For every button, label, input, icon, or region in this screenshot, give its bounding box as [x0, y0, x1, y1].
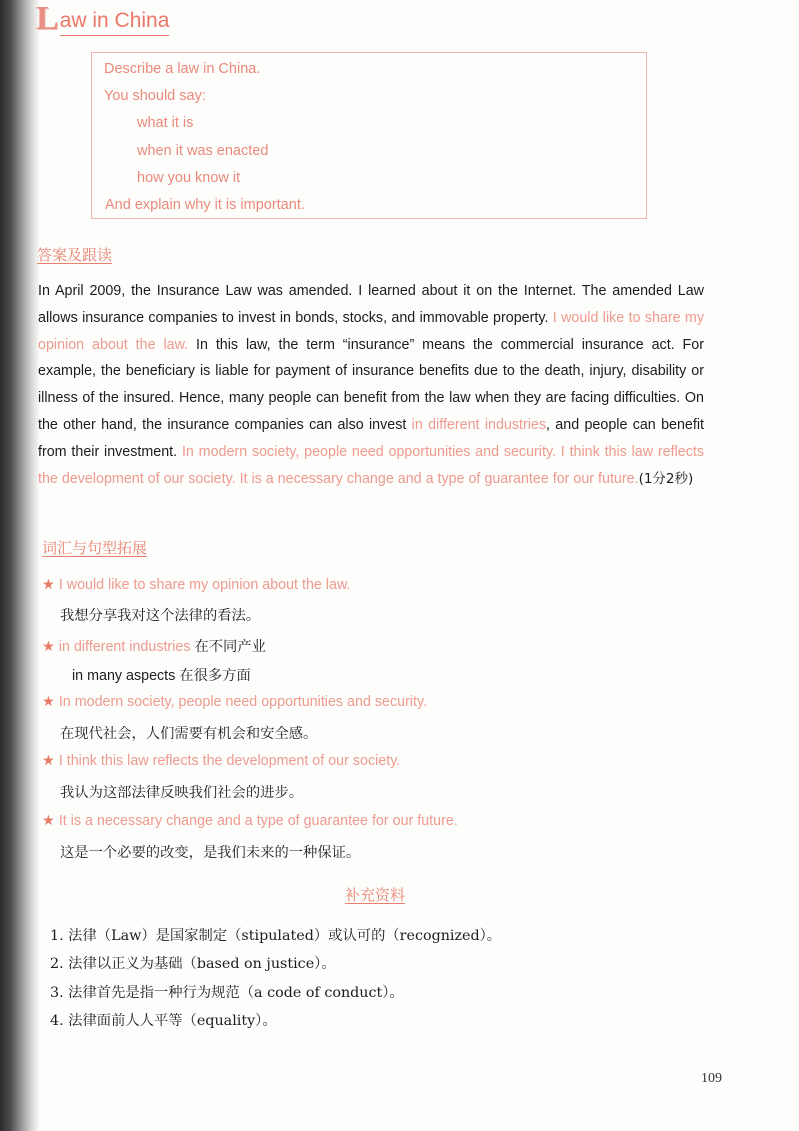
vocab-item — [42, 636, 266, 656]
star-icon: ★ — [42, 639, 55, 655]
supplement-item: 4. 法律面前人人平等（equality）。 — [50, 1013, 277, 1029]
vocab-item — [42, 753, 400, 769]
answer-timing: (1分2秒) — [638, 470, 694, 487]
supplement-item: 1. 法律（Law）是国家制定（stipulated）或认可的（recognized）。 — [50, 928, 502, 944]
vocab-heading: 词汇与句型拓展 — [42, 539, 148, 557]
vocab-translation: 在现代社会，人们需要有机会和安全感。 — [60, 726, 318, 742]
supplement-item: 2. 法律以正义为基础（based on justice）。 — [50, 956, 336, 972]
vocab-extra-phrase: in many aspects — [72, 668, 176, 684]
vocab-phrase: I think this law reflects the development of our society. — [58, 753, 401, 769]
vocab-translation: 在不同产业 — [194, 639, 266, 655]
prompt-bullet: how you know it — [137, 170, 241, 186]
vocab-phrase: I would like to share my opinion about the law. — [58, 577, 351, 593]
star-icon: ★ — [42, 694, 55, 710]
star-icon: ★ — [42, 577, 55, 593]
supplement-item: 3. 法律首先是指一种行为规范（a code of conduct）。 — [50, 985, 404, 1001]
answer-paragraph — [38, 278, 704, 492]
prompt-line-you-should-say: You should say: — [104, 88, 206, 104]
vocab-extra-translation: 在很多方面 — [179, 668, 251, 684]
vocab-translation: 我认为这部法律反映我们社会的进步。 — [60, 785, 304, 801]
vocab-item — [42, 813, 458, 829]
prompt-line-explain: And explain why it is important. — [105, 197, 305, 213]
prompt-bullet: what it is — [137, 115, 194, 131]
title-text: aw in China — [60, 7, 170, 36]
supplement-heading: 补充资料 — [345, 886, 406, 904]
star-icon: ★ — [42, 813, 55, 829]
vocab-translation: 这是一个必要的改变，是我们未来的一种保证。 — [60, 845, 361, 861]
answer-highlight: I would like to share my opinion about the law. — [38, 309, 704, 353]
topic-prompt-box — [91, 52, 647, 219]
vocab-extra — [72, 665, 251, 685]
vocab-item — [42, 694, 427, 710]
answer-text: In April 2009, the Insurance Law was amended. I learned about it on the Internet. The amended Law allows insurance companies to invest in bonds, stocks, and immovable property. — [38, 283, 704, 326]
title-initial: L — [36, 0, 59, 37]
prompt-bullet: when it was enacted — [137, 143, 269, 159]
star-icon: ★ — [42, 753, 55, 769]
answer-highlight: in different industries — [411, 416, 547, 433]
answer-text: In this law, the term “insurance” means the commercial insurance act. For example, the beneficiary is liable for payment of insurance benefits due to the death, injury, disability or illness of the insured. Hence, many people can benefit from the law when they are facing difficulties. On the other hand, the insurance companies can also invest — [38, 336, 704, 433]
book-spine-shadow — [0, 0, 40, 1131]
vocab-item — [42, 577, 350, 593]
answer-text: , and people can benefit from their investment. — [38, 416, 704, 460]
vocab-phrase: in different industries — [58, 639, 191, 655]
vocab-translation: 我想分享我对这个法律的看法。 — [60, 608, 261, 624]
answer-heading: 答案及跟读 — [37, 246, 113, 264]
page-title — [36, 2, 169, 36]
page-number: 109 — [701, 1071, 722, 1086]
vocab-phrase: In modern society, people need opportunities and security. — [58, 694, 428, 710]
prompt-line-describe: Describe a law in China. — [104, 61, 261, 77]
answer-highlight: In modern society, people need opportunities and security. I think this law reflects the development of our society. It is a necessary change and a type of guarantee for our future. — [38, 443, 704, 487]
vocab-phrase: It is a necessary change and a type of guarantee for our future. — [58, 813, 458, 829]
